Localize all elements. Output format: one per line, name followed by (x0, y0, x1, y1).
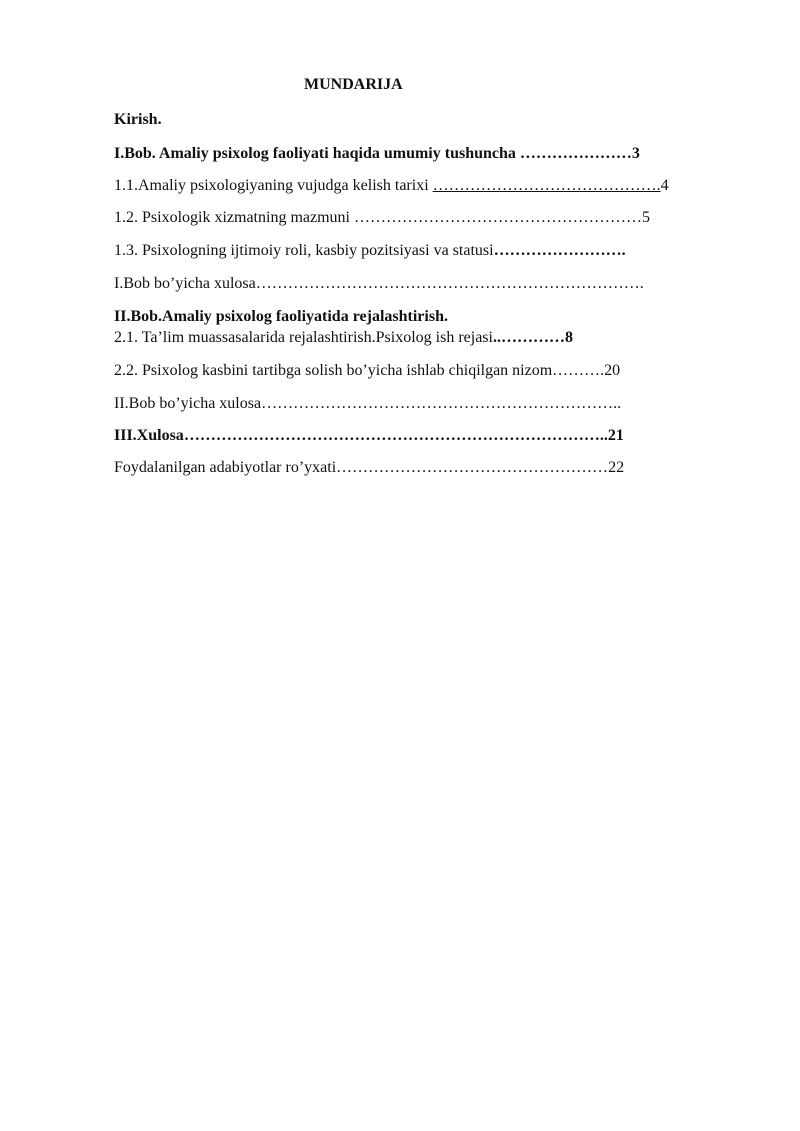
toc-leader-dots: ………………………………………………………….. (261, 395, 622, 412)
toc-entry-chapter-1-summary (114, 274, 644, 294)
toc-entry-chapter-2 (114, 307, 448, 327)
toc-leader-dots: ……………………. (493, 242, 626, 259)
toc-entry-1-3 (114, 241, 626, 261)
toc-leader-dots: …………………………………………… (336, 459, 609, 476)
toc-entry-chapter-3 (114, 426, 624, 446)
toc-page-number: 5 (641, 209, 650, 226)
toc-entry-text: 1.2. Psixologik xizmatning mazmuni (114, 209, 354, 226)
toc-page-number: 8 (564, 329, 573, 346)
toc-entry-text: I.Bob. Amaliy psixolog faoliyati haqida umumiy tushuncha (114, 145, 520, 162)
toc-leader-dots: ………………… (519, 145, 632, 162)
toc-leader-dots: ……………………………………………… (353, 209, 642, 226)
toc-page-number: 22 (608, 459, 625, 476)
toc-entry-text: I.Bob bo’yicha xulosa (114, 275, 256, 292)
toc-leader-dots: ………. (552, 362, 605, 379)
toc-entry-2-1 (114, 328, 573, 348)
toc-entry-1-1 (114, 176, 669, 196)
toc-page-number: 4 (660, 177, 669, 194)
toc-entry-text: II.Bob.Amaliy psixolog faoliyatida rejalashtirish. (114, 308, 448, 325)
toc-entry-text: 1.1.Amaliy psixologiyaning vujudga kelish tarixi (114, 177, 433, 194)
toc-entry-kirish (114, 110, 162, 130)
toc-entry-text: 2.1. Ta’lim muassasalarida rejalashtirish.Psixolog ish rejasi (114, 329, 493, 346)
toc-page-number: 20 (604, 362, 621, 379)
toc-entry-2-2 (114, 361, 620, 381)
toc-entry-references (114, 458, 624, 478)
toc-entry-text: 1.3. Psixologning ijtimoiy roli, kasbiy pozitsiyasi va statusi (114, 242, 494, 259)
toc-page-number: 3 (631, 145, 640, 162)
toc-leader-dots: ……………………………………. (432, 177, 661, 194)
toc-page-number: 21 (607, 427, 624, 444)
page-title: MUNDARIJA (304, 76, 403, 93)
toc-entry-1-2 (114, 208, 650, 228)
toc-leader-dots: ………………………………………………………………. (255, 275, 644, 292)
toc-entry-text: Foydalanilgan adabiyotlar ro’yxati (114, 459, 337, 476)
toc-leader-dots: …………………………………………………………………….. (183, 427, 608, 444)
toc-entry-text: Kirish. (114, 111, 162, 128)
toc-entry-text: III.Xulosa (114, 427, 184, 444)
toc-entry-chapter-1 (114, 144, 640, 164)
toc-entry-text: 2.2. Psixolog kasbini tartibga solish bo’yicha ishlab chiqilgan nizom (114, 362, 553, 379)
toc-entry-chapter-2-summary (114, 394, 621, 414)
toc-entry-text: II.Bob bo’yicha xulosa (114, 395, 262, 412)
toc-leader-dots: ..………… (492, 329, 565, 346)
